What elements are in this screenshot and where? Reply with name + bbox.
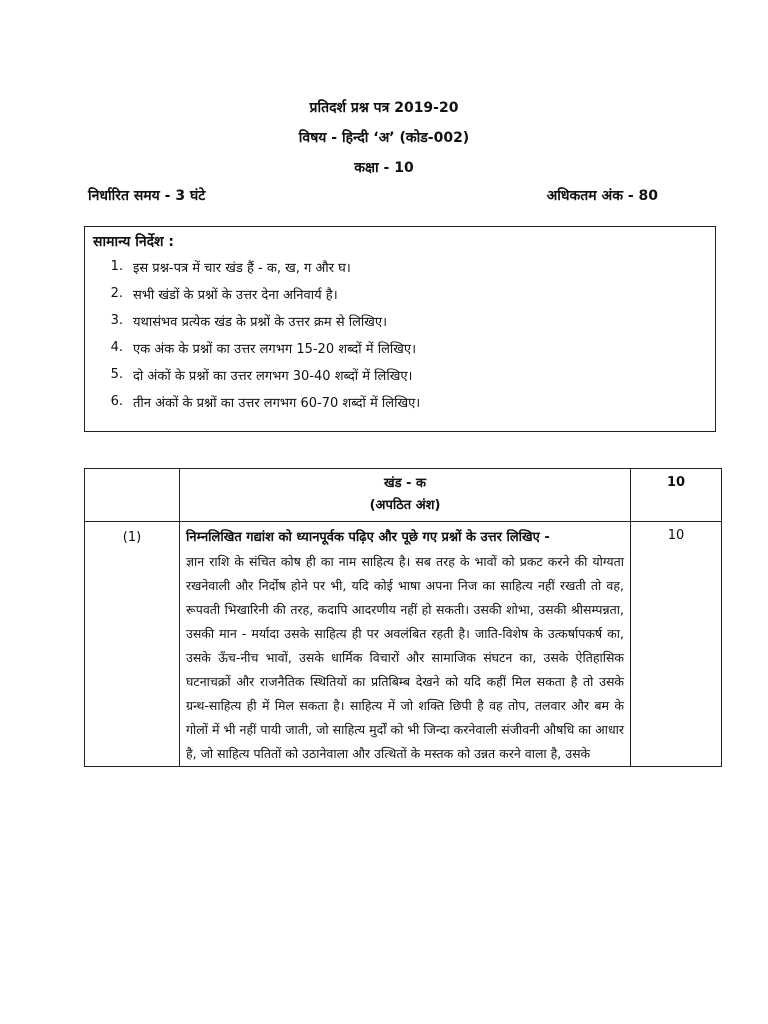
instruction-item bbox=[93, 307, 707, 334]
class-line: कक्षा - 10 bbox=[354, 160, 414, 176]
subject-line: विषय - हिन्दी ‘अ’ (कोड-002) bbox=[298, 130, 470, 146]
instruction-item bbox=[93, 334, 707, 361]
instruction-text: इस प्रश्न-पत्र में चार खंड हैं - क, ख, ग और घ। bbox=[133, 260, 351, 276]
instruction-text: दो अंकों के प्रश्नों का उत्तर लगभग 30-40 शब्दों में लिखिए। bbox=[133, 368, 413, 384]
instruction-number: 6. bbox=[110, 394, 123, 409]
reading-passage: ज्ञान राशि के संचित कोष ही का नाम साहित्य है। सब तरह के भावों को प्रकट करने की योग्यता रखनेवाली और निर्दोष होने पर भी, यदि कोई भाषा अपना निज का साहित्य नहीं रखती तो वह, रूपवती भिखारिनी की तरह, कदापि आदरणीय नहीं हो सकती। उसकी शोभा, उसकी श्रीसम्पन्नता, उसकी मान - मर्यादा उसके साहित्य ही पर अवलंबित रहती है। जाति-विशेष के उत्कर्षापकर्ष का, उसके ऊँच-नीच भावों, उसके धार्मिक विचारों और सामाजिक संघटन का, उसके ऐतिहासिक घटनाचक्रों और राजनैतिक स्थितियों का प्रतिबिम्ब देखने को यदि कहीं मिल सकता है तो उसके ग्रन्थ-साहित्य ही में मिल सकता है। साहित्य में जो शक्ति छिपी है वह तोप, तलवार और बम के गोलों में भी नहीं पायी जाती, जो साहित्य मुर्दों को भी जिन्दा करनेवाली संजीवनी औषधि का आधार है, जो साहित्य पतितों को उठानेवाला और उत्थितों के मस्तक को उन्नत करने वाला है, उसके bbox=[186, 554, 624, 761]
instruction-text: सभी खंडों के प्रश्नों के उत्तर देना अनिवार्य है। bbox=[133, 287, 338, 303]
instruction-number: 3. bbox=[110, 313, 123, 328]
section-a-table bbox=[84, 468, 722, 767]
section-marks: 10 bbox=[631, 469, 722, 522]
question-row bbox=[85, 522, 722, 767]
question-marks: 10 bbox=[631, 522, 722, 767]
instructions-list bbox=[93, 253, 707, 415]
general-instructions-box bbox=[84, 226, 716, 432]
instruction-number: 5. bbox=[110, 367, 123, 382]
instruction-item bbox=[93, 361, 707, 388]
section-subtitle: (अपठित अंश) bbox=[369, 498, 441, 513]
instruction-item bbox=[93, 253, 707, 280]
instruction-text: एक अंक के प्रश्नों का उत्तर लगभग 15-20 शब्दों में लिखिए। bbox=[133, 341, 417, 357]
blank-cell bbox=[85, 469, 180, 522]
question-body bbox=[180, 522, 631, 767]
instruction-text: तीन अंकों के प्रश्नों का उत्तर लगभग 60-70 शब्दों में लिखिए। bbox=[133, 395, 421, 411]
question-number: (1) bbox=[85, 522, 180, 767]
instruction-text: यथासंभव प्रत्येक खंड के प्रश्नों के उत्तर क्रम से लिखिए। bbox=[133, 314, 388, 330]
section-header-row bbox=[85, 469, 722, 522]
maximum-marks: अधिकतम अंक - 80 bbox=[546, 188, 658, 204]
time-allowed: निर्धारित समय - 3 घंटे bbox=[88, 188, 206, 204]
paper-title: प्रतिदर्श प्रश्न पत्र 2019-20 bbox=[309, 100, 459, 116]
time-marks-row bbox=[88, 186, 658, 206]
section-title: खंड - क bbox=[383, 476, 427, 491]
section-title-cell bbox=[180, 469, 631, 522]
instruction-item bbox=[93, 388, 707, 415]
instruction-item bbox=[93, 280, 707, 307]
instructions-title: सामान्य निर्देश : bbox=[93, 234, 175, 250]
instruction-number: 1. bbox=[110, 259, 123, 274]
instruction-number: 4. bbox=[110, 340, 123, 355]
instruction-number: 2. bbox=[110, 286, 123, 301]
question-instruction: निम्नलिखित गद्यांश को ध्यानपूर्वक पढ़िए और पूछे गए प्रश्नों के उत्तर लिखिए - bbox=[186, 530, 550, 545]
